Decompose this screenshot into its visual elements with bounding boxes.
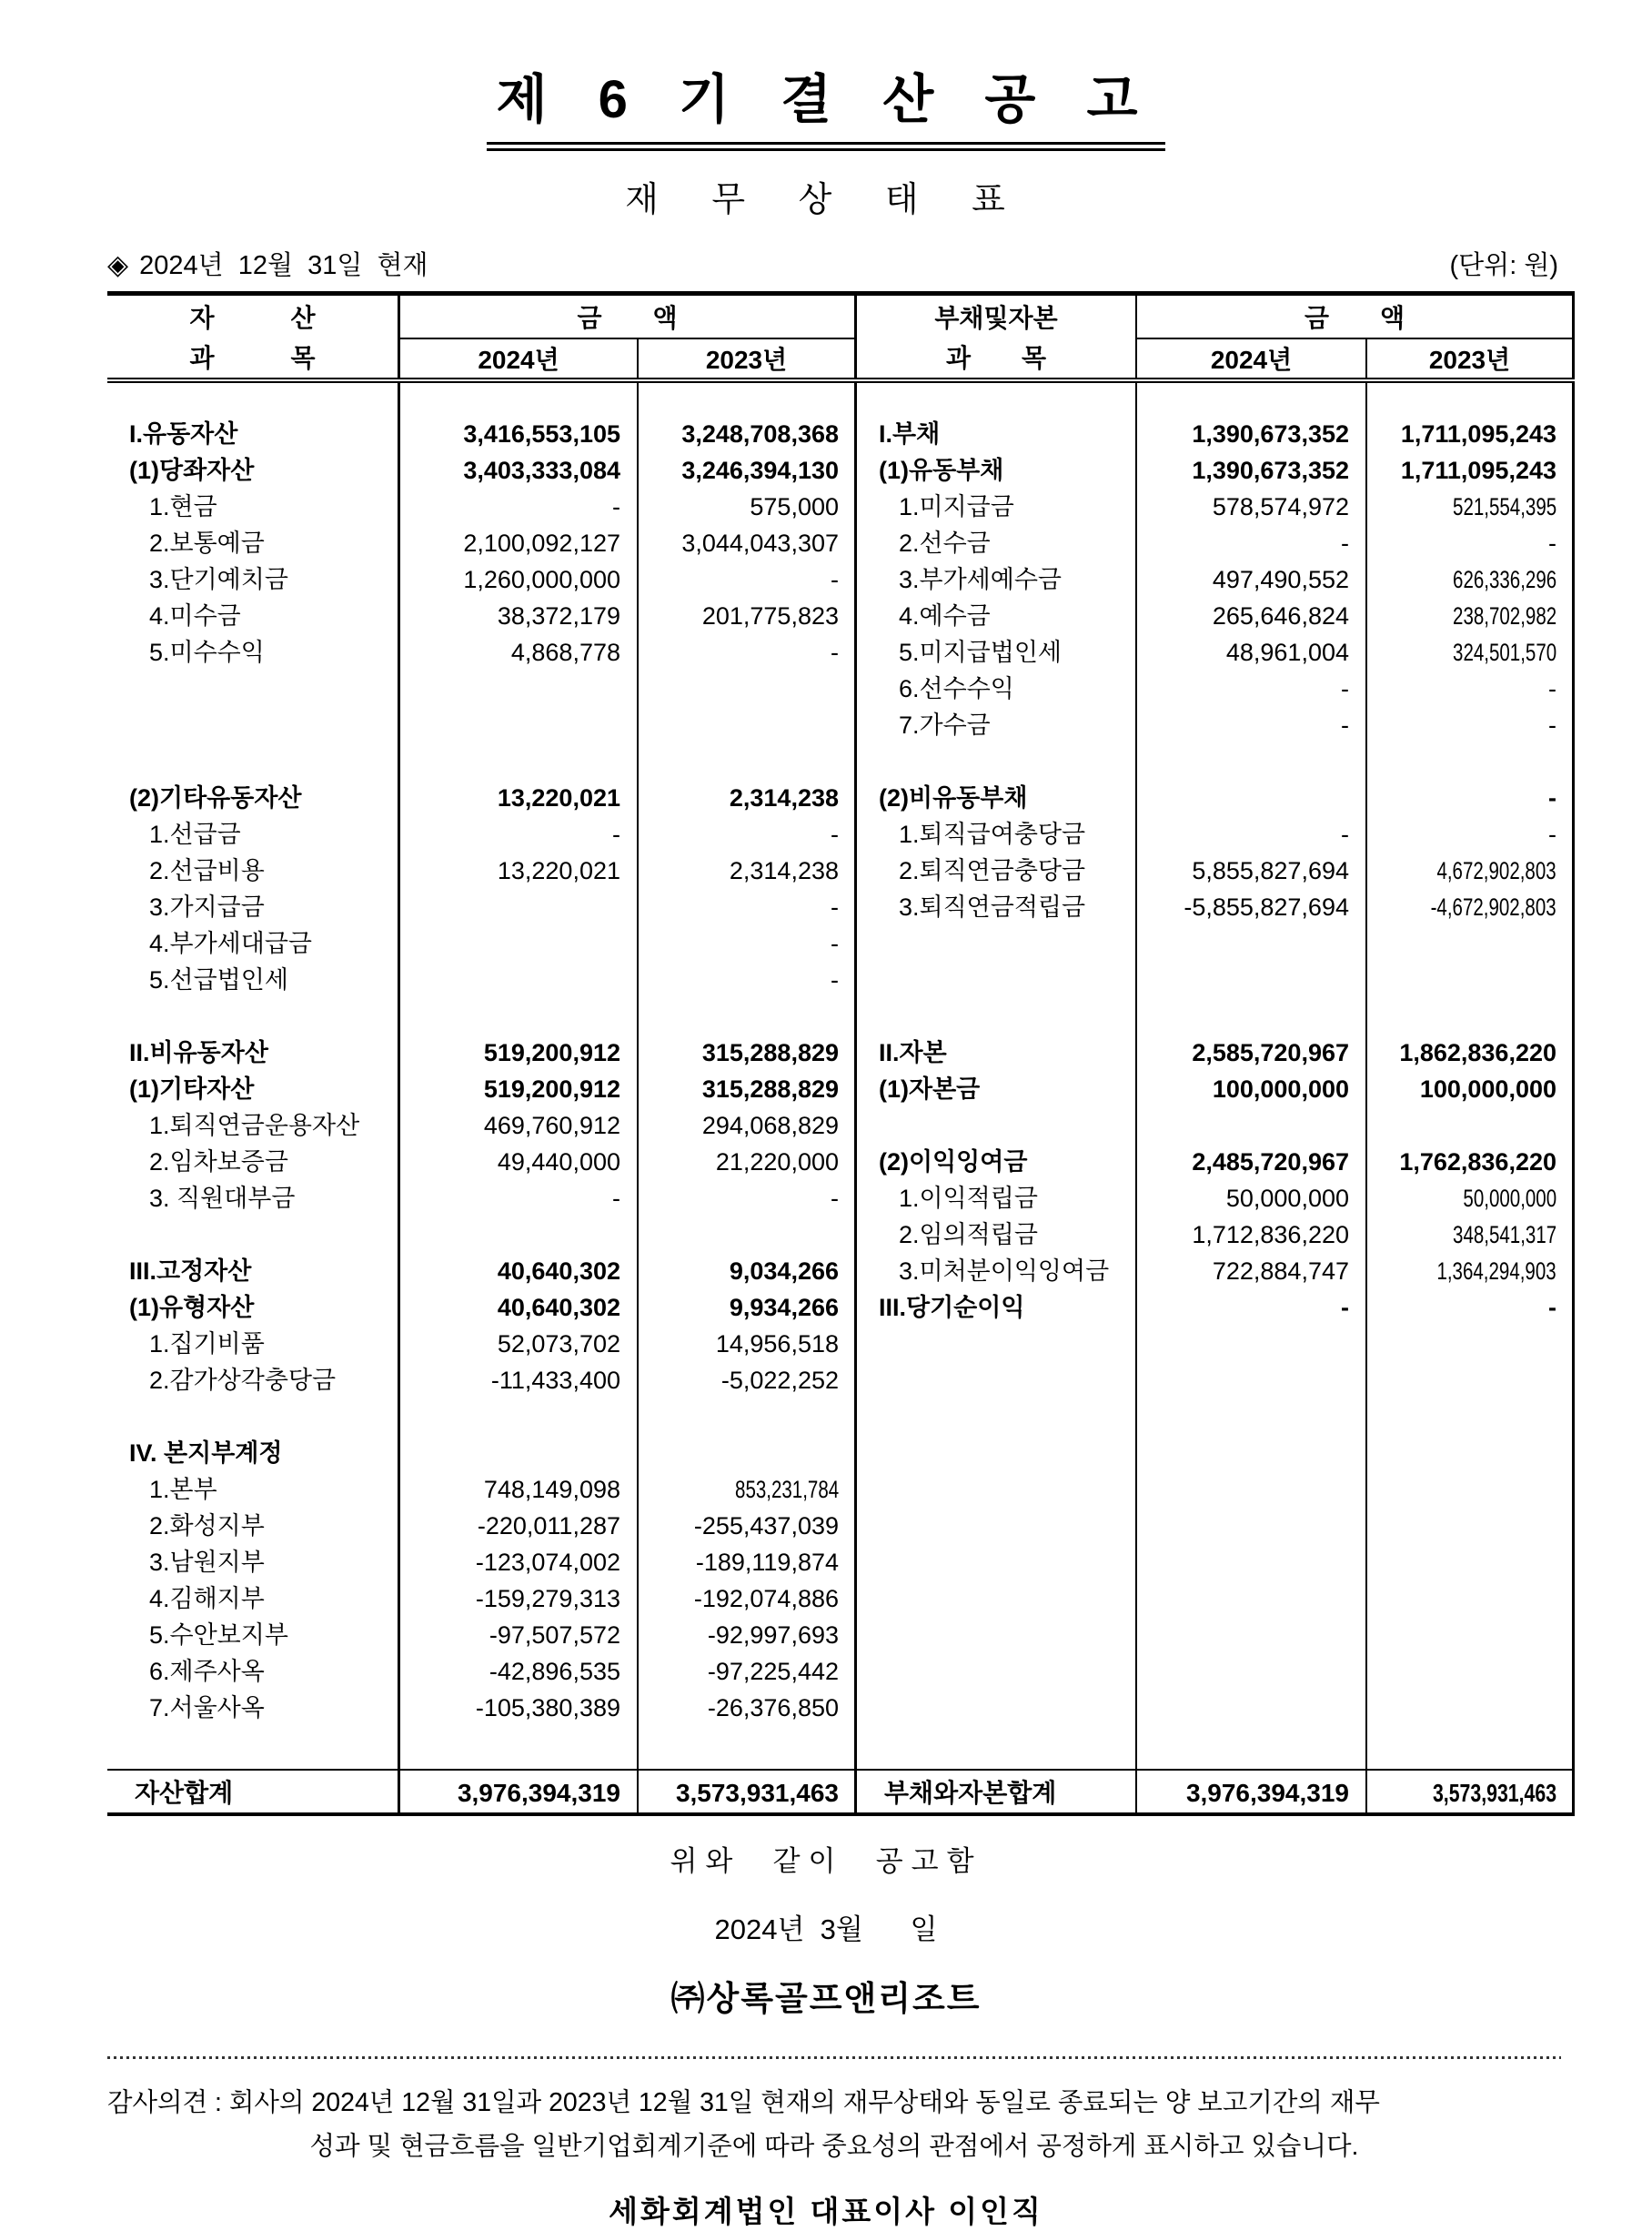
liability-amount-2023-cell: - xyxy=(1548,1294,1556,1321)
liability-amount-2024-cell xyxy=(1137,1690,1367,1726)
asset-amount-2024-cell: 469,760,912 xyxy=(483,1112,620,1139)
asset-amount-2024-cell: - xyxy=(612,1185,620,1212)
diamond-icon: ◈ xyxy=(107,250,129,280)
total-assets-2023: 3,573,931,463 xyxy=(675,1779,839,1807)
liability-label-cell xyxy=(857,998,1137,1035)
liability-amount-2024-cell: 1,390,673,352 xyxy=(1192,420,1349,448)
liability-label-cell xyxy=(857,743,1137,780)
asset-label-cell: 1.본부 xyxy=(149,1476,217,1503)
asset-amount-2023-cell: - xyxy=(831,966,839,994)
liability-amount-2023-cell xyxy=(1367,1580,1575,1617)
liability-amount-2023-cell: 348,541,317 xyxy=(1452,1221,1556,1248)
liability-amount-2024-cell: 1,712,836,220 xyxy=(1192,1221,1349,1248)
liability-amount-2024-cell xyxy=(1137,1617,1367,1653)
liability-amount-2023-cell xyxy=(1367,1471,1575,1508)
table-row xyxy=(107,416,1575,452)
liability-amount-2023-cell: - xyxy=(1548,675,1556,702)
liability-label-cell: 2.임의적립금 xyxy=(899,1221,1038,1248)
table-row xyxy=(107,853,1575,889)
liability-amount-2024-cell: 2,485,720,967 xyxy=(1192,1148,1349,1176)
liability-label-cell: 3.부가세예수금 xyxy=(899,566,1063,593)
asset-label-cell: (1)유형자산 xyxy=(129,1294,255,1321)
asset-label-cell: 4.미수금 xyxy=(149,602,241,630)
header-liabilities-subtitle: 과 목 xyxy=(945,343,1047,372)
page-subtitle: 재 무 상 태 표 xyxy=(625,181,1027,219)
asset-amount-2024-cell xyxy=(400,1216,639,1253)
liability-amount-2023-cell: - xyxy=(1548,530,1556,557)
liability-amount-2024-cell: - xyxy=(1341,1294,1349,1321)
asset-label-cell: 1.현금 xyxy=(149,493,217,520)
header-liabilities xyxy=(857,296,1137,378)
liability-amount-2023-cell xyxy=(1367,1544,1575,1580)
asset-label-cell xyxy=(107,1398,400,1435)
audit-opinion xyxy=(107,2081,1561,2168)
table-row xyxy=(107,1690,1575,1726)
table-row xyxy=(107,889,1575,925)
liability-label-cell: 2.선수금 xyxy=(899,530,991,557)
asset-amount-2023-cell: 201,775,823 xyxy=(701,602,839,630)
asset-amount-2023-cell: 315,288,829 xyxy=(701,1075,839,1103)
table-row xyxy=(107,598,1575,634)
liability-label-cell: 1.미지급금 xyxy=(899,493,1014,520)
liability-amount-2024-cell xyxy=(1137,1653,1367,1690)
asset-amount-2024-cell xyxy=(400,889,639,925)
asset-amount-2023-cell: 9,934,266 xyxy=(729,1294,839,1321)
liability-label-cell xyxy=(857,1544,1137,1580)
liability-amount-2024-cell: 578,574,972 xyxy=(1212,493,1349,520)
liability-amount-2024-cell: - xyxy=(1341,530,1349,557)
table-row xyxy=(107,1289,1575,1326)
liability-amount-2023-cell xyxy=(1367,1690,1575,1726)
asset-amount-2024-cell: 3,403,333,084 xyxy=(463,457,620,484)
dotted-divider xyxy=(107,2056,1561,2059)
asset-amount-2023-cell xyxy=(639,1435,857,1471)
liability-label-cell xyxy=(857,1398,1137,1435)
asset-amount-2023-cell: -189,119,874 xyxy=(695,1549,839,1576)
liability-amount-2024-cell: 1,390,673,352 xyxy=(1192,457,1349,484)
asset-label-cell: 2.감가상각충당금 xyxy=(149,1367,337,1394)
table-row xyxy=(107,707,1575,743)
asset-label-cell: 2.임차보증금 xyxy=(149,1148,288,1176)
liability-amount-2024-cell xyxy=(1137,1398,1367,1435)
asset-label-cell: 2.화성지부 xyxy=(149,1512,265,1539)
liability-amount-2024-cell xyxy=(1137,925,1367,962)
liability-amount-2024-cell xyxy=(1137,1107,1367,1144)
liability-label-cell: 6.선수수익 xyxy=(899,675,1014,702)
asset-amount-2024-cell xyxy=(400,1435,639,1471)
title-block xyxy=(0,0,1652,151)
liability-label-cell: 1.퇴직급여충당금 xyxy=(899,821,1086,848)
liability-amount-2023-cell: 1,762,836,220 xyxy=(1399,1148,1556,1176)
asset-amount-2024-cell: -220,011,287 xyxy=(477,1512,620,1539)
total-liabilities-label: 부채와자본합계 xyxy=(884,1779,1057,1807)
table-row xyxy=(107,1144,1575,1180)
asset-label-cell: 3. 직원대부금 xyxy=(149,1185,296,1212)
liability-label-cell: (1)자본금 xyxy=(879,1075,981,1103)
liability-label-cell xyxy=(857,1690,1137,1726)
liability-amount-2023-cell: 1,711,095,243 xyxy=(1400,457,1556,484)
liability-amount-2024-cell xyxy=(1137,1544,1367,1580)
liability-label-cell xyxy=(857,1726,1137,1762)
auditor-signature: 세화회계법인 대표이사 이인직 xyxy=(609,2195,1043,2228)
table-body xyxy=(107,383,1575,1769)
table-row xyxy=(107,780,1575,816)
table-row xyxy=(107,1544,1575,1580)
liability-amount-2023-cell: - xyxy=(1548,784,1556,812)
liability-amount-2023-cell: 1,711,095,243 xyxy=(1400,420,1556,448)
asset-label-cell xyxy=(107,743,400,780)
asset-label-cell: 3.남원지부 xyxy=(149,1549,265,1576)
table-row xyxy=(107,1653,1575,1690)
asset-amount-2024-cell: 4,868,778 xyxy=(510,639,620,666)
asset-amount-2023-cell: -192,074,886 xyxy=(693,1585,839,1612)
meta-row xyxy=(107,245,1558,282)
asset-amount-2023-cell: 3,248,708,368 xyxy=(681,420,839,448)
liability-amount-2023-cell: 50,000,000 xyxy=(1463,1185,1556,1212)
asset-amount-2023-cell: -97,225,442 xyxy=(707,1658,839,1685)
table-row xyxy=(107,1726,1575,1762)
liability-amount-2023-cell xyxy=(1367,1617,1575,1653)
asset-amount-2023-cell: - xyxy=(831,566,839,593)
asset-amount-2023-cell: 294,068,829 xyxy=(701,1112,839,1139)
liability-label-cell: 3.미처분이익잉여금 xyxy=(899,1257,1110,1285)
liability-label-cell: 3.퇴직연금적립금 xyxy=(899,893,1086,921)
liability-label-cell xyxy=(857,1435,1137,1471)
liability-label-cell: I.부채 xyxy=(879,420,941,448)
liability-label-cell xyxy=(857,1508,1137,1544)
header-liabilities-title: 부채및자본 xyxy=(934,304,1058,333)
liability-amount-2023-cell: 1,862,836,220 xyxy=(1399,1039,1556,1066)
asset-label-cell: II.비유동자산 xyxy=(129,1039,268,1066)
liability-amount-2024-cell: 722,884,747 xyxy=(1212,1257,1349,1285)
asset-label-cell: 2.선급비용 xyxy=(149,857,265,884)
liability-amount-2023-cell xyxy=(1367,1107,1575,1144)
header-year-2024-liabilities: 2024년 xyxy=(1137,339,1367,378)
asset-label-cell: I.유동자산 xyxy=(129,420,238,448)
liability-amount-2023-cell: 1,364,294,903 xyxy=(1436,1257,1556,1285)
liability-amount-2023-cell xyxy=(1367,1326,1575,1362)
liability-amount-2023-cell xyxy=(1367,962,1575,998)
asset-amount-2024-cell xyxy=(400,671,639,707)
liability-label-cell xyxy=(857,1653,1137,1690)
asset-amount-2023-cell: 14,956,518 xyxy=(715,1330,839,1358)
table-row xyxy=(107,962,1575,998)
page-title: 제 6 기 결 산 공 고 xyxy=(487,56,1164,151)
table-row xyxy=(107,1326,1575,1362)
liability-label-cell xyxy=(857,1326,1137,1362)
liability-label-cell xyxy=(857,1580,1137,1617)
liability-label-cell: III.당기순이익 xyxy=(879,1294,1025,1321)
asset-label-cell: 2.보통예금 xyxy=(149,530,265,557)
header-year-2023-liabilities: 2023년 xyxy=(1367,339,1575,378)
asset-amount-2024-cell: - xyxy=(612,493,620,520)
announcement-line: 위와 같이 공고함 xyxy=(670,1845,982,1877)
total-assets-label: 자산합계 xyxy=(135,1779,234,1807)
liability-amount-2023-cell xyxy=(1367,925,1575,962)
asset-label-cell: 1.선급금 xyxy=(149,821,241,848)
asset-amount-2023-cell: -5,022,252 xyxy=(720,1367,839,1394)
liability-label-cell: 5.미지급법인세 xyxy=(899,639,1063,666)
liability-amount-2024-cell xyxy=(1137,1580,1367,1617)
liability-label-cell: (1)유동부채 xyxy=(879,457,1004,484)
table-row xyxy=(107,489,1575,525)
liability-amount-2024-cell: 100,000,000 xyxy=(1212,1075,1349,1103)
liability-amount-2023-cell: 4,672,902,803 xyxy=(1436,857,1556,884)
asset-amount-2023-cell: -255,437,039 xyxy=(693,1512,839,1539)
liability-amount-2023-cell xyxy=(1367,1653,1575,1690)
asset-amount-2023-cell: 2,314,238 xyxy=(729,784,839,812)
asset-amount-2023-cell: - xyxy=(831,1185,839,1212)
table-row xyxy=(107,1035,1575,1071)
asset-amount-2023-cell: 575,000 xyxy=(750,493,839,520)
liability-amount-2023-cell: 324,501,570 xyxy=(1452,639,1556,666)
liability-amount-2024-cell xyxy=(1137,743,1367,780)
liability-amount-2024-cell xyxy=(1137,780,1367,816)
liability-amount-2024-cell: - xyxy=(1341,821,1349,848)
liability-label-cell xyxy=(857,1107,1137,1144)
asset-amount-2024-cell: 40,640,302 xyxy=(497,1257,620,1285)
asset-label-cell: 7.서울사옥 xyxy=(149,1694,265,1721)
asset-amount-2024-cell xyxy=(400,925,639,962)
asset-amount-2024-cell: 38,372,179 xyxy=(497,602,620,630)
asset-amount-2024-cell xyxy=(400,743,639,780)
table-header xyxy=(107,291,1575,383)
liability-amount-2023-cell: -4,672,902,803 xyxy=(1430,893,1556,921)
asset-amount-2023-cell: - xyxy=(831,893,839,921)
unit-label: (단위: 원) xyxy=(1449,251,1558,280)
table-row xyxy=(107,1216,1575,1253)
table-row xyxy=(107,816,1575,853)
table-row xyxy=(107,1253,1575,1289)
table-row xyxy=(107,634,1575,671)
as-of-date: 2024년 12월 31일 현재 xyxy=(139,251,428,280)
liability-amount-2024-cell: - xyxy=(1341,675,1349,702)
asset-amount-2023-cell: - xyxy=(831,821,839,848)
asset-amount-2024-cell: 52,073,702 xyxy=(497,1330,620,1358)
table-row xyxy=(107,1471,1575,1508)
liability-amount-2024-cell: -5,855,827,694 xyxy=(1184,893,1349,921)
liability-label-cell xyxy=(857,925,1137,962)
asset-label-cell: (1)당좌자산 xyxy=(129,457,255,484)
asset-amount-2024-cell: 1,260,000,000 xyxy=(463,566,620,593)
liability-amount-2024-cell: 5,855,827,694 xyxy=(1192,857,1349,884)
asset-label-cell: 5.미수수익 xyxy=(149,639,265,666)
asset-amount-2023-cell: 3,044,043,307 xyxy=(681,530,839,557)
asset-amount-2023-cell: - xyxy=(831,639,839,666)
liability-amount-2023-cell: - xyxy=(1548,821,1556,848)
liability-amount-2023-cell: 238,702,982 xyxy=(1452,602,1556,630)
table-row xyxy=(107,1107,1575,1144)
audit-opinion-line1: 감사의견 : 회사의 2024년 12월 31일과 2023년 12월 31일 현재의 재무상태와 동일로 종료되는 양 보고기간의 재무 xyxy=(107,2088,1380,2117)
asset-amount-2023-cell xyxy=(639,1726,857,1762)
liability-label-cell xyxy=(857,1617,1137,1653)
liability-amount-2024-cell xyxy=(1137,1435,1367,1471)
liability-amount-2024-cell: 50,000,000 xyxy=(1225,1185,1349,1212)
asset-label-cell xyxy=(107,998,400,1035)
asset-amount-2023-cell xyxy=(639,1398,857,1435)
liability-amount-2023-cell: - xyxy=(1548,712,1556,739)
asset-amount-2023-cell: 3,246,394,130 xyxy=(681,457,839,484)
liability-amount-2023-cell: 626,336,296 xyxy=(1452,566,1556,593)
asset-label-cell xyxy=(107,1726,400,1762)
liability-amount-2023-cell: 521,554,395 xyxy=(1452,493,1556,520)
asset-amount-2024-cell xyxy=(400,962,639,998)
asset-amount-2024-cell xyxy=(400,998,639,1035)
liability-amount-2024-cell xyxy=(1137,1726,1367,1762)
asset-amount-2024-cell: 748,149,098 xyxy=(483,1476,620,1503)
asset-label-cell: III.고정자산 xyxy=(129,1257,252,1285)
table-row xyxy=(107,1580,1575,1617)
table-row xyxy=(107,1180,1575,1216)
header-year-2023-asset: 2023년 xyxy=(639,339,857,378)
liability-amount-2023-cell xyxy=(1367,998,1575,1035)
table-row xyxy=(107,1617,1575,1653)
liability-label-cell: 4.예수금 xyxy=(899,602,991,630)
table-row xyxy=(107,525,1575,561)
asset-label-cell: 4.부가세대급금 xyxy=(149,930,313,957)
asset-amount-2023-cell: 853,231,784 xyxy=(734,1476,839,1503)
liability-amount-2024-cell: 48,961,004 xyxy=(1225,639,1349,666)
table-row xyxy=(107,452,1575,489)
liability-label-cell xyxy=(857,962,1137,998)
table-row xyxy=(107,671,1575,707)
asset-amount-2023-cell: 21,220,000 xyxy=(715,1148,839,1176)
liability-label-cell: (2)이익잉여금 xyxy=(879,1148,1028,1176)
asset-amount-2024-cell: 2,100,092,127 xyxy=(463,530,620,557)
balance-sheet-table xyxy=(107,291,1575,1816)
liability-label-cell: 7.가수금 xyxy=(899,712,991,739)
header-asset-title: 자 산 xyxy=(189,304,316,333)
asset-amount-2023-cell: -92,997,693 xyxy=(707,1621,839,1649)
liability-amount-2023-cell xyxy=(1367,1726,1575,1762)
table-row xyxy=(107,925,1575,962)
asset-amount-2023-cell: 315,288,829 xyxy=(701,1039,839,1066)
asset-amount-2024-cell: 40,640,302 xyxy=(497,1294,620,1321)
asset-amount-2023-cell xyxy=(639,1216,857,1253)
asset-label-cell: 1.퇴직연금운용자산 xyxy=(149,1112,360,1139)
asset-amount-2024-cell xyxy=(400,707,639,743)
table-row xyxy=(107,743,1575,780)
asset-amount-2024-cell: - xyxy=(612,821,620,848)
asset-amount-2024-cell: -105,380,389 xyxy=(475,1694,620,1721)
liability-amount-2024-cell xyxy=(1137,962,1367,998)
liability-label-cell: 2.퇴직연금충당금 xyxy=(899,857,1086,884)
audit-opinion-line2: 성과 및 현금흐름을 일반기업회계기준에 따라 중요성의 관점에서 공정하게 표시하고 있습니다. xyxy=(309,2132,1359,2161)
asset-amount-2023-cell: 2,314,238 xyxy=(729,857,839,884)
asset-label-cell: 3.단기예치금 xyxy=(149,566,288,593)
asset-amount-2024-cell: 49,440,000 xyxy=(497,1148,620,1176)
table-row xyxy=(107,1398,1575,1435)
asset-amount-2023-cell: -26,376,850 xyxy=(707,1694,839,1721)
asset-label-cell: 3.가지급금 xyxy=(149,893,265,921)
liability-amount-2024-cell xyxy=(1137,1508,1367,1544)
asset-label-cell: IV. 본지부계정 xyxy=(129,1439,283,1467)
table-row xyxy=(107,998,1575,1035)
table-row xyxy=(107,1071,1575,1107)
asset-amount-2024-cell: 3,416,553,105 xyxy=(463,420,620,448)
asset-amount-2023-cell: - xyxy=(831,930,839,957)
asset-label-cell: (2)기타유동자산 xyxy=(129,784,302,812)
table-row xyxy=(107,561,1575,598)
as-of-line xyxy=(107,245,428,282)
table-row xyxy=(107,1435,1575,1471)
asset-label-cell: 1.집기비품 xyxy=(149,1330,265,1358)
company-name: ㈜상록골프앤리조트 xyxy=(670,1980,982,2017)
liability-amount-2023-cell xyxy=(1367,1435,1575,1471)
announcement-date: 2024년 3월 일 xyxy=(714,1913,938,1945)
asset-amount-2023-cell xyxy=(639,743,857,780)
asset-label-cell: (1)기타자산 xyxy=(129,1075,255,1103)
liability-amount-2023-cell: 100,000,000 xyxy=(1419,1075,1556,1103)
table-row xyxy=(107,1508,1575,1544)
liability-label-cell: II.자본 xyxy=(879,1039,947,1066)
liability-label-cell xyxy=(857,1471,1137,1508)
liability-amount-2023-cell xyxy=(1367,1362,1575,1398)
asset-label-cell: 5.수안보지부 xyxy=(149,1621,288,1649)
table-row xyxy=(107,1362,1575,1398)
header-asset-subtitle: 과 목 xyxy=(189,343,316,372)
asset-amount-2024-cell: -42,896,535 xyxy=(489,1658,620,1685)
asset-label-cell: 6.제주사옥 xyxy=(149,1658,265,1685)
totals-row xyxy=(107,1769,1575,1816)
asset-amount-2024-cell: -159,279,313 xyxy=(475,1585,620,1612)
asset-amount-2024-cell: -11,433,400 xyxy=(490,1367,620,1394)
asset-amount-2024-cell: 13,220,021 xyxy=(497,857,620,884)
asset-amount-2023-cell xyxy=(639,671,857,707)
asset-amount-2023-cell xyxy=(639,707,857,743)
total-liabilities-2024: 3,976,394,319 xyxy=(1185,1779,1349,1807)
liability-label-cell: 1.이익적립금 xyxy=(899,1185,1038,1212)
asset-label-cell xyxy=(107,671,400,707)
total-assets-2024: 3,976,394,319 xyxy=(457,1779,620,1807)
header-amount-asset: 금 액 xyxy=(400,296,857,339)
asset-amount-2024-cell: 13,220,021 xyxy=(497,784,620,812)
liability-amount-2024-cell: 2,585,720,967 xyxy=(1192,1039,1349,1066)
header-year-2024-asset: 2024년 xyxy=(400,339,639,378)
liability-amount-2024-cell xyxy=(1137,1326,1367,1362)
total-liabilities-2023: 3,573,931,463 xyxy=(1432,1779,1556,1807)
liability-amount-2023-cell xyxy=(1367,743,1575,780)
liability-amount-2024-cell xyxy=(1137,1362,1367,1398)
liability-amount-2024-cell: 497,490,552 xyxy=(1212,566,1349,593)
liability-amount-2024-cell: 265,646,824 xyxy=(1212,602,1349,630)
liability-label-cell xyxy=(857,1362,1137,1398)
asset-amount-2023-cell xyxy=(639,998,857,1035)
liability-label-cell: (2)비유동부채 xyxy=(879,784,1028,812)
asset-amount-2024-cell: -123,074,002 xyxy=(475,1549,620,1576)
asset-amount-2024-cell xyxy=(400,1726,639,1762)
liability-amount-2024-cell xyxy=(1137,998,1367,1035)
asset-amount-2024-cell: 519,200,912 xyxy=(483,1075,620,1103)
liability-amount-2024-cell xyxy=(1137,1471,1367,1508)
asset-label-cell xyxy=(107,1216,400,1253)
asset-label-cell: 5.선급법인세 xyxy=(149,966,288,994)
liability-amount-2023-cell xyxy=(1367,1508,1575,1544)
asset-amount-2023-cell: 9,034,266 xyxy=(729,1257,839,1285)
liability-amount-2023-cell xyxy=(1367,1398,1575,1435)
asset-label-cell: 4.김해지부 xyxy=(149,1585,265,1612)
header-asset xyxy=(107,296,400,378)
asset-amount-2024-cell: -97,507,572 xyxy=(489,1621,620,1649)
liability-amount-2024-cell: - xyxy=(1341,712,1349,739)
asset-amount-2024-cell xyxy=(400,1398,639,1435)
header-amount-liabilities: 금 액 xyxy=(1137,296,1575,339)
asset-amount-2024-cell: 519,200,912 xyxy=(483,1039,620,1066)
asset-label-cell xyxy=(107,707,400,743)
